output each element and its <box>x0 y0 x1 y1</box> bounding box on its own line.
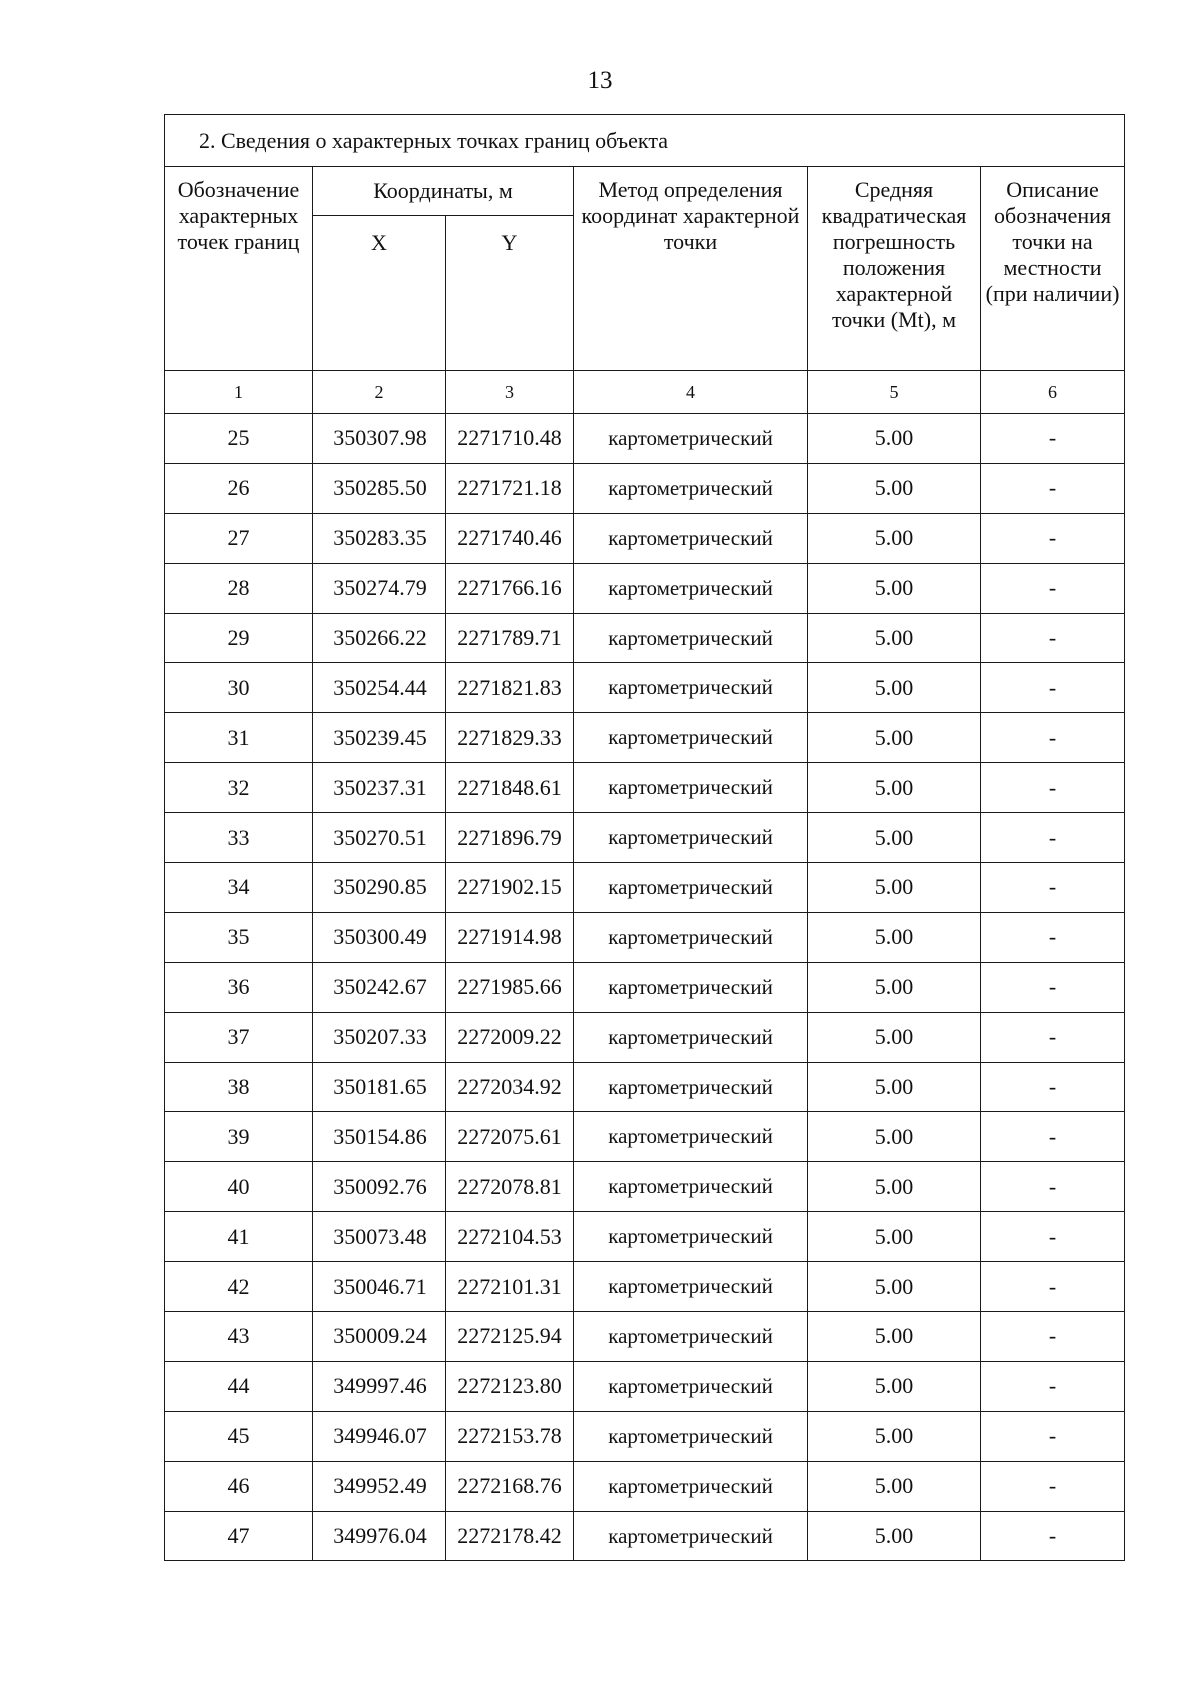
coordinate-x: 350073.48 <box>313 1212 446 1262</box>
column-number: 3 <box>446 371 574 414</box>
accuracy-cell: 5.00 <box>808 1162 981 1212</box>
point-number: 42 <box>165 1262 313 1312</box>
coordinate-x: 350266.22 <box>313 613 446 663</box>
coordinate-y: 2271914.98 <box>446 912 574 962</box>
description-cell: - <box>981 813 1125 863</box>
method-cell: картометрический <box>574 663 808 713</box>
column-number: 6 <box>981 371 1125 414</box>
accuracy-cell: 5.00 <box>808 663 981 713</box>
coordinate-y: 2271766.16 <box>446 563 574 613</box>
point-number: 47 <box>165 1511 313 1561</box>
coordinate-x: 349976.04 <box>313 1511 446 1561</box>
coordinate-y: 2272123.80 <box>446 1361 574 1411</box>
table-row <box>165 1012 1125 1062</box>
description-cell: - <box>981 463 1125 513</box>
method-cell: картометрический <box>574 912 808 962</box>
coordinate-y: 2272078.81 <box>446 1162 574 1212</box>
coordinate-y: 2272168.76 <box>446 1461 574 1511</box>
method-cell: картометрический <box>574 713 808 763</box>
point-number: 37 <box>165 1012 313 1062</box>
accuracy-cell: 5.00 <box>808 1012 981 1062</box>
method-cell: картометрический <box>574 962 808 1012</box>
method-cell: картометрический <box>574 1012 808 1062</box>
coordinate-x: 350239.45 <box>313 713 446 763</box>
coordinate-x: 349946.07 <box>313 1411 446 1461</box>
coordinate-y: 2271721.18 <box>446 463 574 513</box>
table-row <box>165 863 1125 913</box>
coordinate-y: 2272075.61 <box>446 1112 574 1162</box>
table-row <box>165 513 1125 563</box>
method-cell: картометрический <box>574 813 808 863</box>
description-cell: - <box>981 1411 1125 1461</box>
coordinate-y: 2272125.94 <box>446 1312 574 1362</box>
coordinate-x: 349952.49 <box>313 1461 446 1511</box>
description-cell: - <box>981 962 1125 1012</box>
description-cell: - <box>981 763 1125 813</box>
column-number: 2 <box>313 371 446 414</box>
point-number: 31 <box>165 713 313 763</box>
header-method: Метод определения координат характерной точки <box>574 167 808 371</box>
method-cell: картометрический <box>574 863 808 913</box>
point-number: 33 <box>165 813 313 863</box>
table-row <box>165 1112 1125 1162</box>
accuracy-cell: 5.00 <box>808 1212 981 1262</box>
accuracy-cell: 5.00 <box>808 563 981 613</box>
column-number: 1 <box>165 371 313 414</box>
accuracy-cell: 5.00 <box>808 414 981 464</box>
description-cell: - <box>981 1312 1125 1362</box>
coordinate-y: 2272009.22 <box>446 1012 574 1062</box>
table-row <box>165 813 1125 863</box>
description-cell: - <box>981 713 1125 763</box>
column-number: 5 <box>808 371 981 414</box>
coordinate-x: 350285.50 <box>313 463 446 513</box>
method-cell: картометрический <box>574 1312 808 1362</box>
page-number: 13 <box>587 67 613 94</box>
coordinate-x: 350154.86 <box>313 1112 446 1162</box>
coordinate-x: 350009.24 <box>313 1312 446 1362</box>
section-title: 2. Сведения о характерных точках границ объекта <box>165 115 1125 167</box>
description-cell: - <box>981 1361 1125 1411</box>
method-cell: картометрический <box>574 613 808 663</box>
description-cell: - <box>981 1262 1125 1312</box>
accuracy-cell: 5.00 <box>808 962 981 1012</box>
point-number: 46 <box>165 1461 313 1511</box>
table-row <box>165 763 1125 813</box>
header-x: X <box>313 216 446 371</box>
point-number: 25 <box>165 414 313 464</box>
table-row <box>165 663 1125 713</box>
coordinate-y: 2271848.61 <box>446 763 574 813</box>
header-accuracy: Средняя квадратическая погрешность положения характерной точки (Mt), м <box>808 167 981 371</box>
table-row <box>165 414 1125 464</box>
point-number: 29 <box>165 613 313 663</box>
coordinate-y: 2272153.78 <box>446 1411 574 1461</box>
accuracy-cell: 5.00 <box>808 813 981 863</box>
accuracy-cell: 5.00 <box>808 1312 981 1362</box>
coordinate-y: 2271902.15 <box>446 863 574 913</box>
method-cell: картометрический <box>574 563 808 613</box>
method-cell: картометрический <box>574 1411 808 1461</box>
coordinate-y: 2271896.79 <box>446 813 574 863</box>
point-number: 27 <box>165 513 313 563</box>
header-description: Описание обозначения точки на местности (при наличии) <box>981 167 1125 371</box>
table-row <box>165 1162 1125 1212</box>
method-cell: картометрический <box>574 763 808 813</box>
description-cell: - <box>981 1112 1125 1162</box>
accuracy-cell: 5.00 <box>808 1461 981 1511</box>
header-y: Y <box>446 216 574 371</box>
accuracy-cell: 5.00 <box>808 763 981 813</box>
table-row <box>165 912 1125 962</box>
table-row <box>165 1062 1125 1112</box>
coordinate-x: 350283.35 <box>313 513 446 563</box>
method-cell: картометрический <box>574 1262 808 1312</box>
method-cell: картометрический <box>574 1212 808 1262</box>
coordinate-x: 350254.44 <box>313 663 446 713</box>
description-cell: - <box>981 1162 1125 1212</box>
header-point-designation: Обозначение характерных точек границ <box>165 167 313 371</box>
coordinate-y: 2272178.42 <box>446 1511 574 1561</box>
accuracy-cell: 5.00 <box>808 713 981 763</box>
accuracy-cell: 5.00 <box>808 912 981 962</box>
accuracy-cell: 5.00 <box>808 1361 981 1411</box>
method-cell: картометрический <box>574 1112 808 1162</box>
table-row <box>165 1312 1125 1362</box>
method-cell: картометрический <box>574 463 808 513</box>
description-cell: - <box>981 1212 1125 1262</box>
description-cell: - <box>981 1012 1125 1062</box>
table-row <box>165 463 1125 513</box>
coordinate-x: 350307.98 <box>313 414 446 464</box>
table-row <box>165 613 1125 663</box>
point-number: 30 <box>165 663 313 713</box>
description-cell: - <box>981 1062 1125 1112</box>
accuracy-cell: 5.00 <box>808 1262 981 1312</box>
coordinate-y: 2271710.48 <box>446 414 574 464</box>
point-number: 38 <box>165 1062 313 1112</box>
coordinate-y: 2272034.92 <box>446 1062 574 1112</box>
accuracy-cell: 5.00 <box>808 1511 981 1561</box>
description-cell: - <box>981 912 1125 962</box>
coordinate-x: 350181.65 <box>313 1062 446 1112</box>
description-cell: - <box>981 563 1125 613</box>
coordinate-y: 2271985.66 <box>446 962 574 1012</box>
description-cell: - <box>981 414 1125 464</box>
coordinate-x: 350300.49 <box>313 912 446 962</box>
table-row <box>165 1262 1125 1312</box>
column-numbers-row <box>165 371 1125 414</box>
accuracy-cell: 5.00 <box>808 613 981 663</box>
point-number: 41 <box>165 1212 313 1262</box>
accuracy-cell: 5.00 <box>808 1411 981 1461</box>
accuracy-cell: 5.00 <box>808 1112 981 1162</box>
table-row <box>165 1511 1125 1561</box>
description-cell: - <box>981 1461 1125 1511</box>
coordinate-y: 2271740.46 <box>446 513 574 563</box>
coordinate-y: 2271829.33 <box>446 713 574 763</box>
method-cell: картометрический <box>574 414 808 464</box>
coordinate-x: 349997.46 <box>313 1361 446 1411</box>
coordinate-x: 350046.71 <box>313 1262 446 1312</box>
table-row <box>165 1411 1125 1461</box>
coordinate-y: 2271789.71 <box>446 613 574 663</box>
boundary-points-table <box>164 114 1125 1561</box>
accuracy-cell: 5.00 <box>808 863 981 913</box>
description-cell: - <box>981 613 1125 663</box>
method-cell: картометрический <box>574 513 808 563</box>
table-row <box>165 1212 1125 1262</box>
point-number: 43 <box>165 1312 313 1362</box>
point-number: 44 <box>165 1361 313 1411</box>
coordinate-x: 350242.67 <box>313 962 446 1012</box>
point-number: 28 <box>165 563 313 613</box>
point-number: 32 <box>165 763 313 813</box>
method-cell: картометрический <box>574 1461 808 1511</box>
accuracy-cell: 5.00 <box>808 513 981 563</box>
accuracy-cell: 5.00 <box>808 463 981 513</box>
table-row <box>165 962 1125 1012</box>
point-number: 35 <box>165 912 313 962</box>
description-cell: - <box>981 663 1125 713</box>
coordinate-x: 350207.33 <box>313 1012 446 1062</box>
coordinate-y: 2271821.83 <box>446 663 574 713</box>
description-cell: - <box>981 863 1125 913</box>
method-cell: картометрический <box>574 1511 808 1561</box>
method-cell: картометрический <box>574 1062 808 1112</box>
method-cell: картометрический <box>574 1361 808 1411</box>
point-number: 34 <box>165 863 313 913</box>
coordinate-y: 2272101.31 <box>446 1262 574 1312</box>
table-body <box>165 414 1125 1561</box>
coordinate-x: 350274.79 <box>313 563 446 613</box>
table-row <box>165 1461 1125 1511</box>
coordinate-y: 2272104.53 <box>446 1212 574 1262</box>
description-cell: - <box>981 513 1125 563</box>
column-number: 4 <box>574 371 808 414</box>
header-coordinates: Координаты, м <box>313 167 574 216</box>
table-row <box>165 563 1125 613</box>
coordinate-x: 350092.76 <box>313 1162 446 1212</box>
point-number: 40 <box>165 1162 313 1212</box>
table-row <box>165 1361 1125 1411</box>
point-number: 39 <box>165 1112 313 1162</box>
coordinate-x: 350270.51 <box>313 813 446 863</box>
method-cell: картометрический <box>574 1162 808 1212</box>
table-row <box>165 713 1125 763</box>
coordinate-x: 350290.85 <box>313 863 446 913</box>
point-number: 45 <box>165 1411 313 1461</box>
coordinate-x: 350237.31 <box>313 763 446 813</box>
accuracy-cell: 5.00 <box>808 1062 981 1112</box>
description-cell: - <box>981 1511 1125 1561</box>
point-number: 26 <box>165 463 313 513</box>
point-number: 36 <box>165 962 313 1012</box>
